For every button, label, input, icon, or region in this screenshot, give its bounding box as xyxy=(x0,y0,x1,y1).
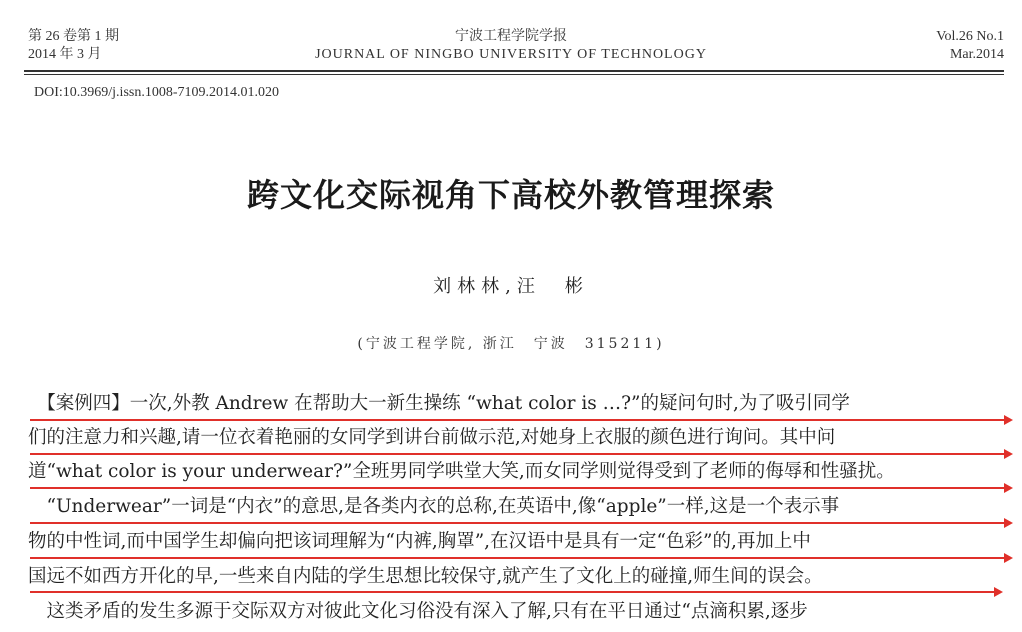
date-cn: 2014 年 3 月 xyxy=(28,47,102,62)
red-arrowhead xyxy=(994,587,1003,597)
journal-name-cn: 宁波工程学院学报 xyxy=(455,29,567,44)
red-underline xyxy=(30,557,1005,559)
header-rule-thin xyxy=(24,74,1004,75)
red-underline xyxy=(30,453,1005,455)
volume-issue-cn: 第 26 卷第 1 期 xyxy=(28,29,119,44)
doi: DOI:10.3969/j.issn.1008-7109.2014.01.020 xyxy=(34,85,279,100)
journal-name xyxy=(0,28,1022,64)
paper-title: 跨文化交际视角下高校外教管理探索 xyxy=(246,176,775,214)
body-line: 【案例四】一次,外教 Andrew 在帮助大一新生操练 “what color is …?”的疑问句时,为了吸引同学 xyxy=(28,393,850,414)
journal-name-en: JOURNAL OF NINGBO UNIVERSITY OF TECHNOLOGY xyxy=(315,47,707,62)
volume-issue-en: Vol.26 No.1 xyxy=(936,29,1004,44)
issue-info-en xyxy=(936,28,1004,64)
red-arrowhead xyxy=(1004,449,1013,459)
red-underline xyxy=(30,419,1005,421)
body-line: 们的注意力和兴趣,请一位衣着艳丽的女同学到讲台前做示范,对她身上衣服的颜色进行询问。其中问 xyxy=(28,427,836,448)
red-arrowhead xyxy=(1004,553,1013,563)
red-arrowhead xyxy=(1004,483,1013,493)
date-en: Mar.2014 xyxy=(949,47,1004,62)
red-underline xyxy=(30,487,1005,489)
body-line: 道“what color is your underwear?”全班男同学哄堂大笑,而女同学则觉得受到了老师的侮辱和性骚扰。 xyxy=(28,461,895,482)
red-arrowhead xyxy=(1004,518,1013,528)
header-rule-thick xyxy=(24,70,1004,72)
body-line: 物的中性词,而中国学生却偏向把该词理解为“内裤,胸罩”,在汉语中是具有一定“色彩”的,再加上中 xyxy=(28,531,811,552)
authors: 刘林林,汪 彬 xyxy=(433,276,589,297)
affiliation: (宁波工程学院, 浙江 宁波 315211) xyxy=(357,336,665,352)
body-line: “Underwear”一词是“内衣”的意思,是各类内衣的总称,在英语中,像“apple”一样,这是一个表示事 xyxy=(28,496,840,517)
red-underline xyxy=(30,522,1005,524)
body-line: 这类矛盾的发生多源于交际双方对彼此文化习俗没有深入了解,只有在平日通过“点滴积累,逐步 xyxy=(28,601,808,622)
body-line: 国远不如西方开化的早,一些来自内陆的学生思想比较保守,就产生了文化上的碰撞,师生间的误会。 xyxy=(28,566,823,587)
red-arrowhead xyxy=(1004,415,1013,425)
red-underline xyxy=(30,591,995,593)
